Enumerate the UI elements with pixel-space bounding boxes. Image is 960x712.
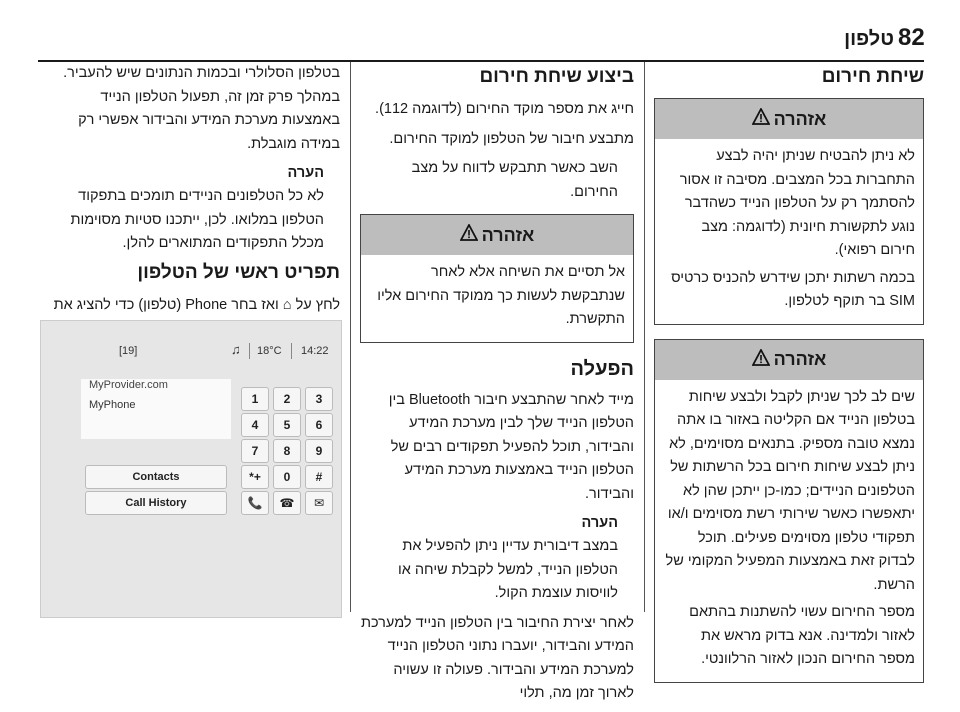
keypad-key[interactable]: 1 (241, 387, 269, 411)
keypad-key[interactable]: 2 (273, 387, 301, 411)
column-emergency-call (654, 62, 924, 697)
keypad-key[interactable]: 6 (305, 413, 333, 437)
keypad-key[interactable]: *+ (241, 465, 269, 489)
keypad-key[interactable]: 4 (241, 413, 269, 437)
call-history-button[interactable]: Call History (85, 491, 227, 515)
phone-display (81, 379, 231, 439)
warning-triangle-icon (752, 108, 770, 130)
heading-emergency-call: שיחת חירום (821, 66, 924, 87)
music-icon: ♫ (231, 342, 241, 357)
warning-header: אזהרה (655, 99, 923, 139)
home-icon: ⌂ (282, 296, 292, 313)
warning-header: אזהרה (655, 340, 923, 380)
warning-triangle-icon (460, 224, 478, 246)
note: הערה במצב דיבורית עדיין ניתן להפעיל את הטלפון הנייד, למשל לקבלת שיחה או לוויסות עוצמת הקול. (397, 515, 618, 601)
keypad-key[interactable]: 0 (273, 465, 301, 489)
keypad-key[interactable]: 8 (273, 439, 301, 463)
warning-box: אזהרה אל תסיים את השיחה אלא לאחר שנתבקשת לעשות כך ממוקד החירום אליו התקשרת. (360, 214, 634, 343)
keypad-key[interactable]: 9 (305, 439, 333, 463)
column-divider (350, 62, 351, 612)
section-title: טלפון (844, 28, 894, 50)
provider-url: MyProvider.com (89, 379, 168, 391)
column-making-call: ביצוע שיחת חירום חייג את מספר מוקד החירום (לדוגמה 112). מתבצע חיבור של הטלפון למוקד החירום. השב כאשר תתבקש לדווח על מצב החירום. אזהרה אל תסיים את השיחה אלא לאחר שנתבקשת לעשות כך ממוקד החירום אליו התקשרת. הפעלה מייד לאחר שהתבצע חיבור Bluetooth בין הטלפון הנייד שלך לבין מערכת המידע והבידור, תוכל להפעיל תפקודים רבים של הטלפון הנייד באמצעות מערכת המידע והבידור. הערה במצב דיבורית עדיין ניתן להפעיל את הטלפון הנייד, למשל לקבלת שיחה או לוויסות עוצמת הקול. לאחר יצירת החיבור בין הטלפון הנייד למערכת המידע והבידור, יועברו נתוני הטלפון הנייד למערכת המידע והבידור. פעולה זו עשויה לארוך זמן מה, תלוי (360, 66, 634, 701)
page-header (0, 0, 960, 62)
note: הערה לא כל הטלפונים הניידים תומכים בתפקוד הטלפון במלואו. לכן, ייתכנו סטיות מסוימות מכלל התפקודים המתוארים להלן. (70, 165, 324, 251)
clock: 14:22 (301, 345, 329, 357)
phone-screen-illustration (40, 320, 342, 618)
heading-operation: הפעלה (570, 357, 634, 380)
contacts-button[interactable]: Contacts (85, 465, 227, 489)
message-icon[interactable]: ✉ (305, 491, 333, 515)
page-number: 82 (898, 24, 925, 51)
column-divider (644, 62, 645, 612)
temperature: 18°C (257, 345, 282, 357)
warning-triangle-icon (752, 349, 770, 371)
keypad-key[interactable]: 7 (241, 439, 269, 463)
column-phone-menu: בטלפון הסלולרי ובכמות הנתונים שיש להעביר. במהלך פרק זמן זה, תפעול הטלפון הנייד באמצעות מערכת המידע והבידור אפשרי רק במידה מוגבלת. הערה לא כל הטלפונים הניידים תומכים בתפקוד הטלפון במלואו. לכן, ייתכנו סטיות מסוימות מכלל התפקודים המתוארים להלן. תפריט ראשי של הטלפון לחץ על ⌂ ואז בחר Phone (טלפון) כדי להציג את (40, 62, 340, 347)
keypad-key[interactable]: 5 (273, 413, 301, 437)
call-icon[interactable]: 📞 (241, 491, 269, 515)
keypad-key[interactable]: 3 (305, 387, 333, 411)
hang-up-icon[interactable]: ☎ (273, 491, 301, 515)
phone-name: MyPhone (89, 399, 136, 411)
warning-header: אזהרה (361, 215, 633, 255)
status-bar: [19] ♫ 18°C 14:22 (119, 342, 329, 357)
heading-making-emergency-call: ביצוע שיחת חירום (479, 66, 634, 87)
keypad-key[interactable]: # (305, 465, 333, 489)
warning-box: אזהרה לא ניתן להבטיח שניתן יהיה לבצע התחברות בכל המצבים. מסיבה זו אסור להסתמך רק על הטלפון הנייד כשהדבר נוגע לתקשורת חיונית (לדוגמה: מצב חירום רפואי). בכמה רשתות יתכן שידרש להכניס כרטיס SIM בר תוקף לטלפון. (654, 98, 924, 325)
warning-box: אזהרה שים לב לכך שניתן לקבל ולבצע שיחות בטלפון הנייד אם הקליטה באזור בו אתה נמצא טובה מספיק. בתנאים מסוימים, לא ניתן לבצע שיחות חירום בכל הרשתות של הטלפונים הניידים; כמו-כן ייתכן שהן לא יתאפשרו כאשר שירותי רשת מסוימים ו/או תפקודי טלפון מסוימים פעילים. תוכל לבדוק זאת באמצעות המפעיל המקומי של הרשת. מספר החירום עשוי להשתנות בהתאם לאזור ולמדינה. אנא בדוק מראש את מספר החירום הנכון לאזור הרלוונטי. (654, 339, 924, 683)
heading-phone-main-menu: תפריט ראשי של הטלפון (137, 261, 340, 283)
